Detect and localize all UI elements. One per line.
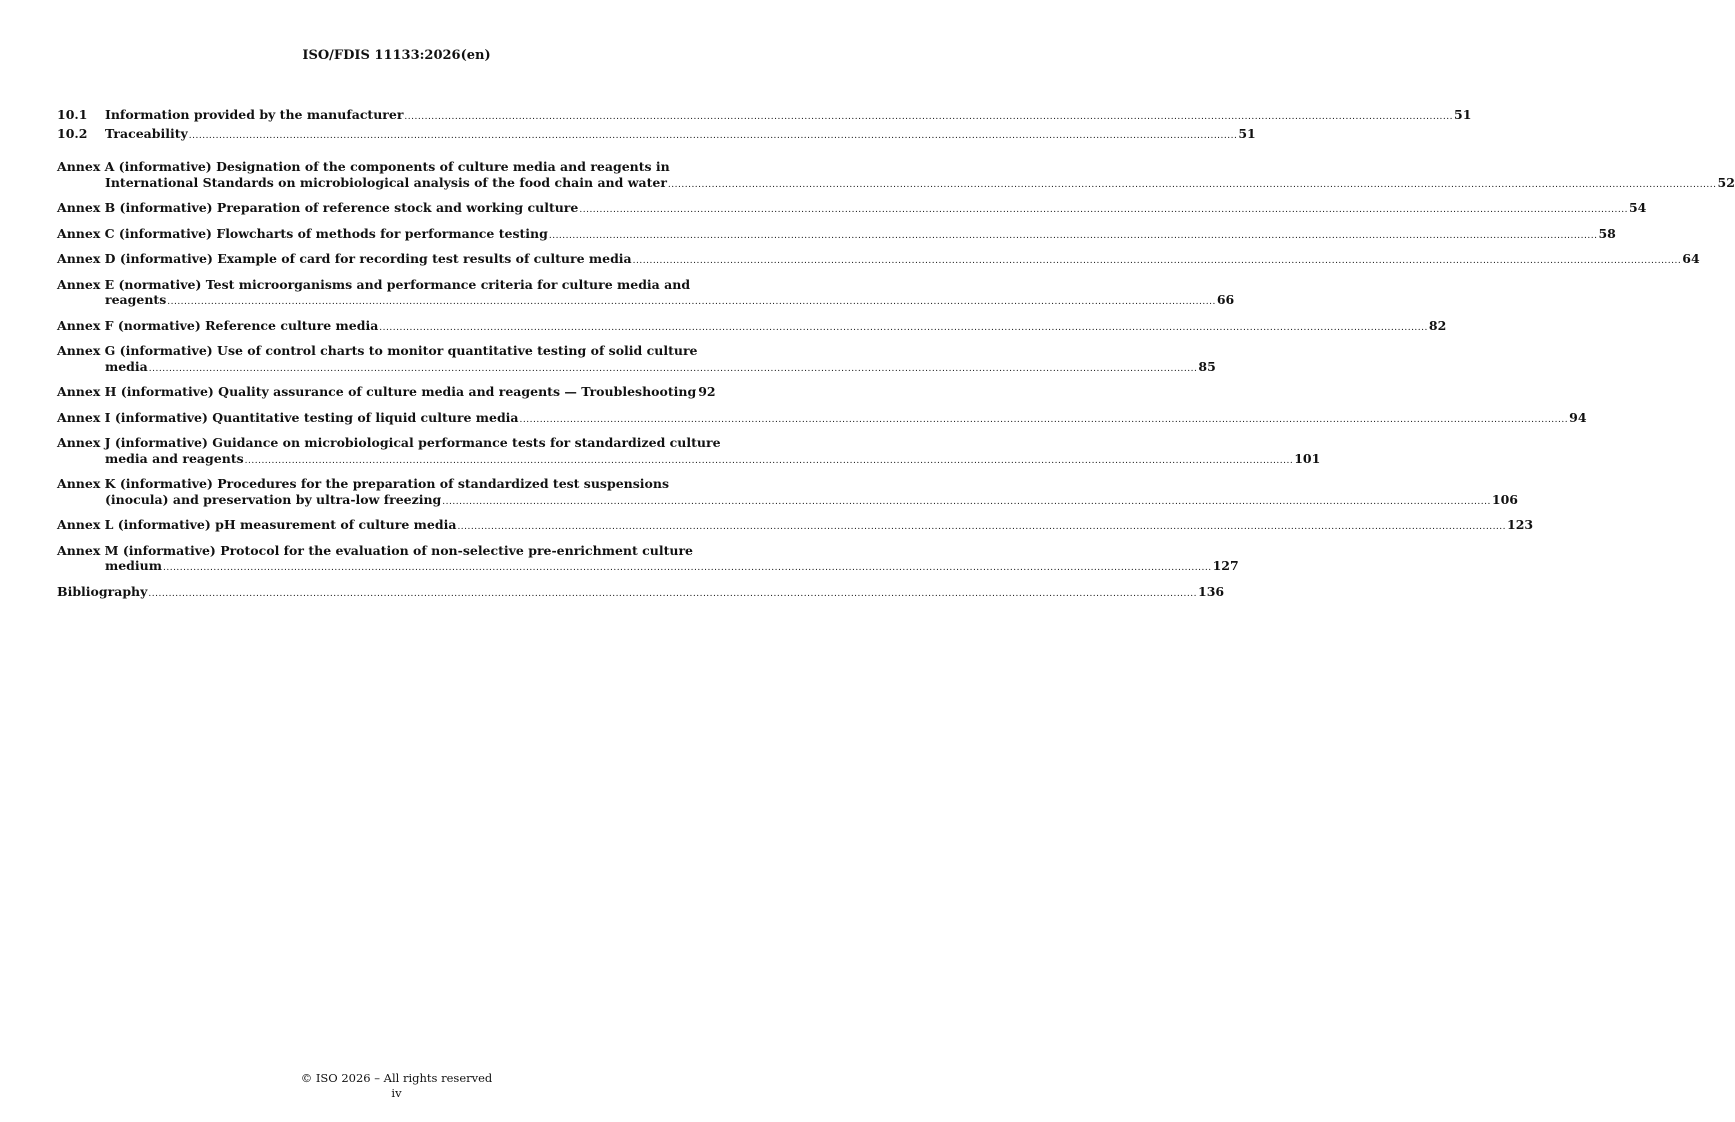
toc-entry-title: Annex J (informative) Guidance on microbiological performance tests for standardized culture: [57, 435, 721, 450]
toc-entry-title: Annex G (informative) Use of control charts to monitor quantitative testing of solid culture: [57, 343, 698, 358]
toc-entry-title-continued: media: [105, 358, 148, 374]
dot-leader: [442, 495, 1491, 511]
toc-entry-title-continued: medium: [105, 558, 162, 573]
toc-entry-title: Annex M (informative) Protocol for the evaluation of non-selective pre-enrichment culture: [57, 542, 693, 558]
toc-entry-annex-g[interactable]: [57, 343, 1216, 377]
page-number: iv: [391, 1086, 402, 1100]
toc-entry-annex-e[interactable]: [57, 276, 1235, 311]
toc-subsection-number: 10.1: [57, 107, 88, 122]
toc-entry-title: Annex K (informative) Procedures for the preparation of standardized test suspensions: [57, 476, 669, 491]
toc-entry-title: Annex H (informative) Quality assurance of culture media and reagents — Troubleshooting: [57, 384, 697, 399]
document-header: ISO/FDIS 11133:2026(en): [302, 48, 491, 63]
dot-leader: [633, 254, 1682, 270]
toc-page-number: 66: [1216, 292, 1235, 307]
toc-page-number: 51: [1238, 125, 1256, 141]
toc-entry-bibliography[interactable]: [57, 583, 1225, 603]
toc-page-number: 106: [1491, 491, 1518, 507]
toc-entry-title: Annex C (informative) Flowcharts of methods for performance testing: [57, 225, 548, 241]
toc-page-number: 64: [1682, 251, 1700, 266]
dot-leader: [245, 454, 1294, 470]
dot-leader: [404, 110, 1453, 126]
toc-page-number: 127: [1212, 558, 1239, 573]
toc-subsection-title: Traceability: [105, 125, 188, 141]
toc-page-number: 58: [1598, 225, 1616, 241]
toc-entry-annex-a[interactable]: [57, 159, 1735, 193]
dot-leader: [520, 413, 1569, 429]
toc-entry-annex-d[interactable]: [57, 251, 1700, 270]
dot-leader: [457, 520, 1506, 536]
toc-entry-title-continued: media and reagents: [105, 450, 244, 466]
dot-leader: [163, 561, 1212, 577]
toc-entry-title-continued: reagents: [105, 292, 167, 307]
toc-entry-title-continued: (inocula) and preservation by ultra-low freezing: [105, 491, 442, 507]
toc-entry-annex-k[interactable]: [57, 476, 1518, 510]
toc-subsection-number: 10.2: [57, 125, 88, 141]
dot-leader: [149, 362, 1198, 378]
toc-entry-annex-j[interactable]: [57, 435, 1321, 469]
copyright-notice: © ISO 2026 – All rights reserved: [300, 1071, 493, 1085]
toc-subsection-10-1[interactable]: [57, 107, 1472, 126]
page-footer: [0, 1071, 793, 1101]
toc-entry-annex-m[interactable]: [57, 542, 1239, 577]
toc-page-number: 54: [1628, 200, 1647, 215]
dot-leader: [167, 295, 1216, 311]
toc-entry-title-continued: International Standards on microbiological analysis of the food chain and water: [105, 174, 667, 190]
toc-entry-annex-l[interactable]: [57, 517, 1534, 536]
toc-entry-title: Annex A (informative) Designation of the components of culture media and reagents in: [57, 159, 670, 174]
table-of-contents: [57, 107, 1735, 602]
toc-page-number: 52: [1717, 174, 1735, 190]
dot-leader: [189, 129, 1238, 145]
toc-entry-title: Annex L (informative) pH measurement of culture media: [57, 517, 457, 532]
dot-leader: [668, 178, 1717, 194]
toc-page-number: 136: [1198, 583, 1225, 599]
toc-page-number: 123: [1507, 517, 1534, 532]
toc-page-number: 94: [1569, 409, 1587, 425]
dot-leader: [579, 203, 1628, 219]
toc-entry-annex-c[interactable]: [57, 225, 1616, 245]
toc-entry-title: Annex D (informative) Example of card for recording test results of culture media: [57, 251, 632, 266]
dot-leader: [549, 229, 1598, 245]
toc-page-number: 101: [1294, 450, 1321, 466]
toc-entry-annex-f[interactable]: [57, 317, 1447, 337]
dot-leader: [148, 587, 1197, 603]
toc-page-number: 51: [1454, 107, 1472, 122]
toc-entry-title: Annex E (normative) Test microorganisms and performance criteria for culture media and: [57, 276, 691, 292]
toc-entry-annex-i[interactable]: [57, 409, 1587, 429]
toc-entry-title: Annex B (informative) Preparation of reference stock and working culture: [57, 200, 579, 215]
toc-page-number: 85: [1198, 358, 1216, 374]
toc-page-number: 82: [1428, 317, 1447, 333]
toc-entry-title: Annex I (informative) Quantitative testing of liquid culture media: [57, 409, 519, 425]
toc-entry-title: Bibliography: [57, 583, 148, 599]
toc-entry-annex-b[interactable]: [57, 200, 1647, 219]
toc-page-number: 92: [698, 384, 716, 399]
toc-subsection-title: Information provided by the manufacturer: [105, 107, 404, 122]
toc-entry-title: Annex F (normative) Reference culture media: [57, 317, 379, 333]
toc-entry-annex-h[interactable]: [57, 384, 716, 403]
dot-leader: [379, 321, 1428, 337]
toc-subsection-10-2[interactable]: [57, 125, 1256, 145]
